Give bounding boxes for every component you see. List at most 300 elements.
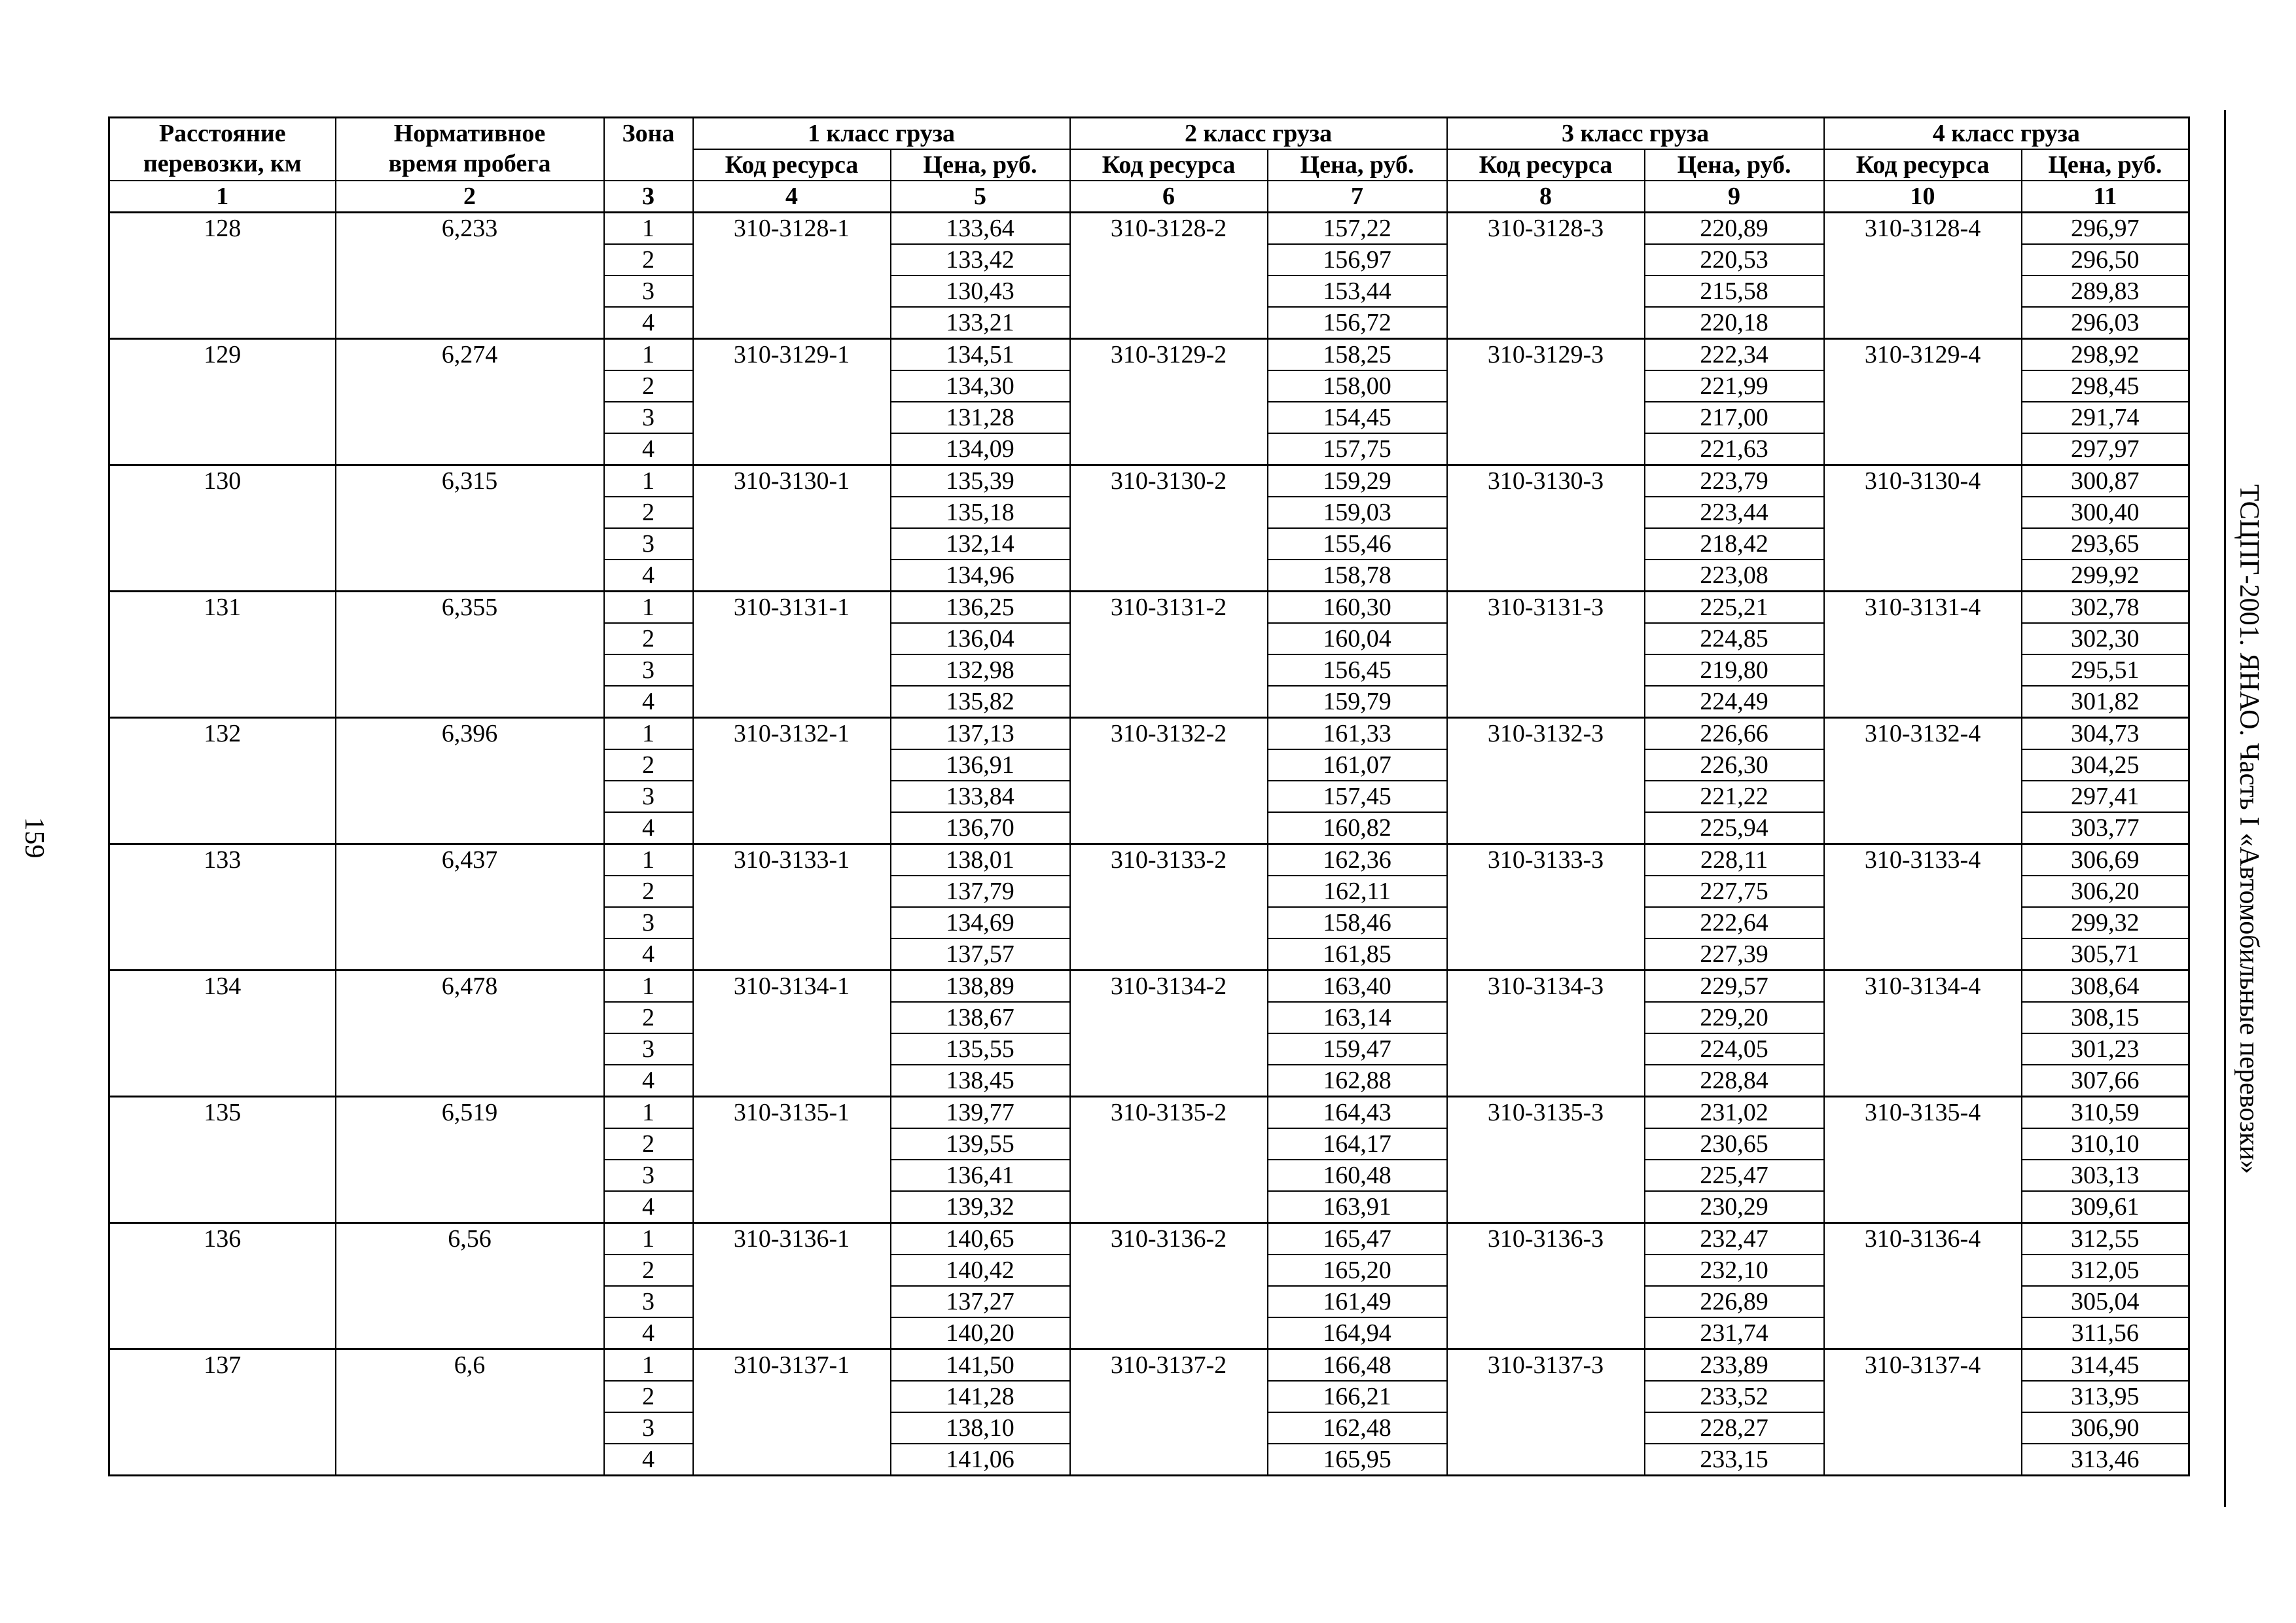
resource-code-cell: 310-3131-2 — [1070, 592, 1268, 718]
price-cell: 139,32 — [891, 1191, 1070, 1223]
price-cell: 310,10 — [2022, 1128, 2189, 1160]
norm-time-cell: 6,233 — [336, 213, 604, 339]
price-cell: 136,25 — [891, 592, 1070, 624]
price-cell: 165,47 — [1268, 1223, 1447, 1255]
resource-code-cell: 310-3130-3 — [1447, 465, 1645, 592]
table-row — [109, 465, 2189, 497]
price-cell: 137,27 — [891, 1286, 1070, 1317]
resource-code-cell: 310-3128-1 — [693, 213, 891, 339]
zone-cell: 1 — [604, 213, 693, 245]
zone-cell: 1 — [604, 844, 693, 876]
column-number: 7 — [1268, 181, 1447, 213]
resource-code-cell: 310-3135-1 — [693, 1097, 891, 1223]
resource-code-cell: 310-3136-3 — [1447, 1223, 1645, 1349]
price-cell: 163,14 — [1268, 1002, 1447, 1033]
price-cell: 228,84 — [1645, 1065, 1824, 1097]
price-cell: 295,51 — [2022, 654, 2189, 686]
price-cell: 162,36 — [1268, 844, 1447, 876]
table-row — [109, 592, 2189, 624]
price-cell: 135,55 — [891, 1033, 1070, 1065]
column-number: 10 — [1824, 181, 2022, 213]
price-cell: 139,77 — [891, 1097, 1070, 1129]
price-cell: 293,65 — [2022, 528, 2189, 560]
distance-cell: 132 — [109, 718, 336, 844]
resource-code-cell: 310-3136-2 — [1070, 1223, 1268, 1349]
resource-code-cell: 310-3132-1 — [693, 718, 891, 844]
price-cell: 138,01 — [891, 844, 1070, 876]
price-cell: 223,44 — [1645, 497, 1824, 528]
distance-cell: 135 — [109, 1097, 336, 1223]
price-cell: 224,85 — [1645, 623, 1824, 654]
distance-cell: 136 — [109, 1223, 336, 1349]
price-cell: 221,99 — [1645, 370, 1824, 402]
zone-cell: 2 — [604, 1255, 693, 1286]
resource-code-cell: 310-3134-3 — [1447, 971, 1645, 1097]
table-row — [109, 971, 2189, 1003]
price-cell: 304,73 — [2022, 718, 2189, 750]
price-cell: 158,00 — [1268, 370, 1447, 402]
price-cell: 296,97 — [2022, 213, 2189, 245]
price-cell: 160,48 — [1268, 1160, 1447, 1191]
price-cell: 313,95 — [2022, 1381, 2189, 1412]
zone-cell: 1 — [604, 465, 693, 497]
price-cell: 296,50 — [2022, 244, 2189, 276]
price-cell: 131,28 — [891, 402, 1070, 433]
price-cell: 141,28 — [891, 1381, 1070, 1412]
price-cell: 155,46 — [1268, 528, 1447, 560]
price-cell: 232,47 — [1645, 1223, 1824, 1255]
resource-code-cell: 310-3128-3 — [1447, 213, 1645, 339]
price-cell: 158,25 — [1268, 339, 1447, 371]
header-class-3: 3 класс груза — [1447, 118, 1824, 150]
zone-cell: 3 — [604, 1160, 693, 1191]
price-cell: 132,98 — [891, 654, 1070, 686]
price-cell: 226,30 — [1645, 749, 1824, 781]
price-cell: 135,82 — [891, 686, 1070, 718]
header-norm-time-label: Нормативное время пробега — [388, 120, 551, 177]
price-cell: 166,48 — [1268, 1349, 1447, 1382]
price-cell: 140,65 — [891, 1223, 1070, 1255]
header-zone: Зона — [604, 118, 693, 181]
zone-cell: 2 — [604, 749, 693, 781]
price-cell: 134,69 — [891, 907, 1070, 938]
price-cell: 220,18 — [1645, 307, 1824, 339]
header-code: Код ресурса — [693, 149, 891, 181]
price-cell: 310,59 — [2022, 1097, 2189, 1129]
zone-cell: 3 — [604, 907, 693, 938]
price-cell: 156,97 — [1268, 244, 1447, 276]
price-cell: 161,49 — [1268, 1286, 1447, 1317]
resource-code-cell: 310-3133-1 — [693, 844, 891, 971]
zone-cell: 2 — [604, 370, 693, 402]
column-number: 9 — [1645, 181, 1824, 213]
price-cell: 157,22 — [1268, 213, 1447, 245]
resource-code-cell: 310-3135-2 — [1070, 1097, 1268, 1223]
resource-code-cell: 310-3132-2 — [1070, 718, 1268, 844]
price-cell: 163,40 — [1268, 971, 1447, 1003]
resource-code-cell: 310-3134-1 — [693, 971, 891, 1097]
table-row — [109, 1223, 2189, 1255]
price-cell: 153,44 — [1268, 276, 1447, 307]
price-cell: 157,75 — [1268, 433, 1447, 465]
price-cell: 138,45 — [891, 1065, 1070, 1097]
price-cell: 136,91 — [891, 749, 1070, 781]
price-cell: 158,46 — [1268, 907, 1447, 938]
price-cell: 296,03 — [2022, 307, 2189, 339]
price-cell: 224,05 — [1645, 1033, 1824, 1065]
header-distance — [109, 118, 336, 181]
price-cell: 137,13 — [891, 718, 1070, 750]
price-cell: 138,10 — [891, 1412, 1070, 1444]
price-cell: 307,66 — [2022, 1065, 2189, 1097]
price-cell: 164,94 — [1268, 1317, 1447, 1349]
price-cell: 133,21 — [891, 307, 1070, 339]
price-cell: 160,82 — [1268, 812, 1447, 844]
norm-time-cell: 6,396 — [336, 718, 604, 844]
zone-cell: 2 — [604, 497, 693, 528]
price-cell: 309,61 — [2022, 1191, 2189, 1223]
price-cell: 141,06 — [891, 1444, 1070, 1476]
tariff-table — [108, 116, 2190, 1476]
price-cell: 217,00 — [1645, 402, 1824, 433]
price-cell: 302,78 — [2022, 592, 2189, 624]
norm-time-cell: 6,519 — [336, 1097, 604, 1223]
price-cell: 136,70 — [891, 812, 1070, 844]
price-cell: 227,39 — [1645, 938, 1824, 971]
header-code: Код ресурса — [1447, 149, 1645, 181]
resource-code-cell: 310-3128-4 — [1824, 213, 2022, 339]
norm-time-cell: 6,56 — [336, 1223, 604, 1349]
table-row — [109, 718, 2189, 750]
price-cell: 215,58 — [1645, 276, 1824, 307]
price-cell: 154,45 — [1268, 402, 1447, 433]
price-cell: 308,15 — [2022, 1002, 2189, 1033]
column-number: 11 — [2022, 181, 2189, 213]
zone-cell: 1 — [604, 1223, 693, 1255]
price-cell: 222,64 — [1645, 907, 1824, 938]
price-cell: 228,11 — [1645, 844, 1824, 876]
price-cell: 299,32 — [2022, 907, 2189, 938]
price-cell: 305,04 — [2022, 1286, 2189, 1317]
zone-cell: 1 — [604, 592, 693, 624]
zone-cell: 4 — [604, 1065, 693, 1097]
price-cell: 230,29 — [1645, 1191, 1824, 1223]
price-cell: 231,74 — [1645, 1317, 1824, 1349]
price-cell: 137,57 — [891, 938, 1070, 971]
price-cell: 222,34 — [1645, 339, 1824, 371]
resource-code-cell: 310-3137-2 — [1070, 1349, 1268, 1476]
zone-cell: 3 — [604, 1286, 693, 1317]
column-number: 5 — [891, 181, 1070, 213]
price-cell: 303,13 — [2022, 1160, 2189, 1191]
price-cell: 159,03 — [1268, 497, 1447, 528]
price-cell: 311,56 — [2022, 1317, 2189, 1349]
price-cell: 224,49 — [1645, 686, 1824, 718]
resource-code-cell: 310-3132-4 — [1824, 718, 2022, 844]
header-norm-time — [336, 118, 604, 181]
resource-code-cell: 310-3137-3 — [1447, 1349, 1645, 1476]
price-cell: 165,95 — [1268, 1444, 1447, 1476]
resource-code-cell: 310-3136-4 — [1824, 1223, 2022, 1349]
distance-cell: 137 — [109, 1349, 336, 1476]
price-cell: 220,89 — [1645, 213, 1824, 245]
zone-cell: 1 — [604, 971, 693, 1003]
price-cell: 312,05 — [2022, 1255, 2189, 1286]
price-cell: 303,77 — [2022, 812, 2189, 844]
table-body — [109, 213, 2189, 1476]
price-cell: 300,87 — [2022, 465, 2189, 497]
resource-code-cell: 310-3135-4 — [1824, 1097, 2022, 1223]
resource-code-cell: 310-3134-4 — [1824, 971, 2022, 1097]
distance-cell: 128 — [109, 213, 336, 339]
resource-code-cell: 310-3131-4 — [1824, 592, 2022, 718]
norm-time-cell: 6,274 — [336, 339, 604, 465]
price-cell: 166,21 — [1268, 1381, 1447, 1412]
distance-cell: 133 — [109, 844, 336, 971]
zone-cell: 4 — [604, 1444, 693, 1476]
price-cell: 135,39 — [891, 465, 1070, 497]
price-cell: 297,41 — [2022, 781, 2189, 812]
price-cell: 306,69 — [2022, 844, 2189, 876]
zone-cell: 2 — [604, 876, 693, 907]
price-cell: 133,84 — [891, 781, 1070, 812]
zone-cell: 4 — [604, 433, 693, 465]
price-cell: 229,20 — [1645, 1002, 1824, 1033]
zone-cell: 4 — [604, 812, 693, 844]
column-number: 4 — [693, 181, 891, 213]
price-cell: 223,08 — [1645, 560, 1824, 592]
price-cell: 308,64 — [2022, 971, 2189, 1003]
resource-code-cell: 310-3129-4 — [1824, 339, 2022, 465]
zone-cell: 2 — [604, 1128, 693, 1160]
table-header — [109, 118, 2189, 213]
header-distance-label: Расстояние перевозки, км — [143, 120, 302, 177]
resource-code-cell: 310-3131-1 — [693, 592, 891, 718]
table-row — [109, 339, 2189, 371]
column-number: 2 — [336, 181, 604, 213]
price-cell: 133,42 — [891, 244, 1070, 276]
resource-code-cell: 310-3130-2 — [1070, 465, 1268, 592]
price-cell: 313,46 — [2022, 1444, 2189, 1476]
zone-cell: 4 — [604, 686, 693, 718]
norm-time-cell: 6,355 — [336, 592, 604, 718]
price-cell: 221,22 — [1645, 781, 1824, 812]
norm-time-cell: 6,478 — [336, 971, 604, 1097]
margin-rule — [2224, 110, 2226, 1507]
zone-cell: 4 — [604, 1191, 693, 1223]
price-cell: 158,78 — [1268, 560, 1447, 592]
price-cell: 219,80 — [1645, 654, 1824, 686]
column-number: 6 — [1070, 181, 1268, 213]
price-cell: 218,42 — [1645, 528, 1824, 560]
price-cell: 141,50 — [891, 1349, 1070, 1382]
price-cell: 156,45 — [1268, 654, 1447, 686]
resource-code-cell: 310-3136-1 — [693, 1223, 891, 1349]
table-row — [109, 1097, 2189, 1129]
price-cell: 225,21 — [1645, 592, 1824, 624]
price-cell: 226,66 — [1645, 718, 1824, 750]
norm-time-cell: 6,315 — [336, 465, 604, 592]
price-cell: 297,97 — [2022, 433, 2189, 465]
price-cell: 138,67 — [891, 1002, 1070, 1033]
price-cell: 161,85 — [1268, 938, 1447, 971]
price-cell: 228,27 — [1645, 1412, 1824, 1444]
price-cell: 137,79 — [891, 876, 1070, 907]
price-cell: 225,47 — [1645, 1160, 1824, 1191]
zone-cell: 2 — [604, 623, 693, 654]
column-number: 1 — [109, 181, 336, 213]
distance-cell: 130 — [109, 465, 336, 592]
zone-cell: 3 — [604, 402, 693, 433]
zone-cell: 4 — [604, 560, 693, 592]
zone-cell: 3 — [604, 1412, 693, 1444]
header-class-4: 4 класс груза — [1824, 118, 2189, 150]
price-cell: 138,89 — [891, 971, 1070, 1003]
header-price: Цена, руб. — [891, 149, 1070, 181]
price-cell: 225,94 — [1645, 812, 1824, 844]
table-row — [109, 1349, 2189, 1382]
price-cell: 161,33 — [1268, 718, 1447, 750]
distance-cell: 134 — [109, 971, 336, 1097]
zone-cell: 3 — [604, 1033, 693, 1065]
resource-code-cell: 310-3135-3 — [1447, 1097, 1645, 1223]
price-cell: 140,42 — [891, 1255, 1070, 1286]
price-cell: 221,63 — [1645, 433, 1824, 465]
price-cell: 159,29 — [1268, 465, 1447, 497]
header-code: Код ресурса — [1070, 149, 1268, 181]
price-cell: 165,20 — [1268, 1255, 1447, 1286]
price-cell: 132,14 — [891, 528, 1070, 560]
header-code: Код ресурса — [1824, 149, 2022, 181]
price-cell: 134,96 — [891, 560, 1070, 592]
resource-code-cell: 310-3131-3 — [1447, 592, 1645, 718]
price-cell: 140,20 — [891, 1317, 1070, 1349]
header-class-1: 1 класс груза — [693, 118, 1070, 150]
header-class-2: 2 класс груза — [1070, 118, 1447, 150]
zone-cell: 1 — [604, 339, 693, 371]
zone-cell: 4 — [604, 1317, 693, 1349]
price-cell: 162,48 — [1268, 1412, 1447, 1444]
zone-cell: 1 — [604, 718, 693, 750]
resource-code-cell: 310-3137-4 — [1824, 1349, 2022, 1476]
resource-code-cell: 310-3134-2 — [1070, 971, 1268, 1097]
zone-cell: 4 — [604, 938, 693, 971]
price-cell: 159,47 — [1268, 1033, 1447, 1065]
price-cell: 289,83 — [2022, 276, 2189, 307]
distance-cell: 129 — [109, 339, 336, 465]
price-cell: 298,92 — [2022, 339, 2189, 371]
price-cell: 130,43 — [891, 276, 1070, 307]
price-cell: 291,74 — [2022, 402, 2189, 433]
price-cell: 299,92 — [2022, 560, 2189, 592]
price-cell: 135,18 — [891, 497, 1070, 528]
resource-code-cell: 310-3133-3 — [1447, 844, 1645, 971]
zone-cell: 3 — [604, 654, 693, 686]
price-cell: 306,20 — [2022, 876, 2189, 907]
price-cell: 156,72 — [1268, 307, 1447, 339]
zone-cell: 2 — [604, 1381, 693, 1412]
distance-cell: 131 — [109, 592, 336, 718]
price-cell: 162,88 — [1268, 1065, 1447, 1097]
price-cell: 306,90 — [2022, 1412, 2189, 1444]
resource-code-cell: 310-3129-1 — [693, 339, 891, 465]
price-cell: 233,89 — [1645, 1349, 1824, 1382]
price-cell: 159,79 — [1268, 686, 1447, 718]
zone-cell: 1 — [604, 1349, 693, 1382]
header-price: Цена, руб. — [2022, 149, 2189, 181]
resource-code-cell: 310-3130-4 — [1824, 465, 2022, 592]
side-caption: ТСЦПГ-2001. ЯНАО. Часть I «Автомобильные перевозки» — [2234, 484, 2264, 1174]
price-cell: 164,43 — [1268, 1097, 1447, 1129]
column-number: 8 — [1447, 181, 1645, 213]
price-cell: 160,04 — [1268, 623, 1447, 654]
zone-cell: 1 — [604, 1097, 693, 1129]
price-cell: 312,55 — [2022, 1223, 2189, 1255]
price-cell: 136,41 — [891, 1160, 1070, 1191]
price-cell: 231,02 — [1645, 1097, 1824, 1129]
price-cell: 163,91 — [1268, 1191, 1447, 1223]
column-number: 3 — [604, 181, 693, 213]
price-cell: 164,17 — [1268, 1128, 1447, 1160]
norm-time-cell: 6,437 — [336, 844, 604, 971]
price-cell: 134,51 — [891, 339, 1070, 371]
price-cell: 301,82 — [2022, 686, 2189, 718]
zone-cell: 2 — [604, 244, 693, 276]
price-cell: 134,30 — [891, 370, 1070, 402]
price-cell: 157,45 — [1268, 781, 1447, 812]
price-cell: 161,07 — [1268, 749, 1447, 781]
price-cell: 298,45 — [2022, 370, 2189, 402]
resource-code-cell: 310-3128-2 — [1070, 213, 1268, 339]
header-price: Цена, руб. — [1268, 149, 1447, 181]
zone-cell: 3 — [604, 276, 693, 307]
resource-code-cell: 310-3130-1 — [693, 465, 891, 592]
price-cell: 230,65 — [1645, 1128, 1824, 1160]
resource-code-cell: 310-3133-2 — [1070, 844, 1268, 971]
price-cell: 233,52 — [1645, 1381, 1824, 1412]
resource-code-cell: 310-3133-4 — [1824, 844, 2022, 971]
zone-cell: 3 — [604, 781, 693, 812]
price-cell: 223,79 — [1645, 465, 1824, 497]
price-cell: 160,30 — [1268, 592, 1447, 624]
price-cell: 300,40 — [2022, 497, 2189, 528]
page-number: 159 — [19, 817, 49, 859]
price-cell: 301,23 — [2022, 1033, 2189, 1065]
resource-code-cell: 310-3137-1 — [693, 1349, 891, 1476]
zone-cell: 2 — [604, 1002, 693, 1033]
table-row — [109, 213, 2189, 245]
price-cell: 226,89 — [1645, 1286, 1824, 1317]
zone-cell: 4 — [604, 307, 693, 339]
price-cell: 134,09 — [891, 433, 1070, 465]
price-cell: 133,64 — [891, 213, 1070, 245]
price-cell: 302,30 — [2022, 623, 2189, 654]
resource-code-cell: 310-3132-3 — [1447, 718, 1645, 844]
price-cell: 314,45 — [2022, 1349, 2189, 1382]
resource-code-cell: 310-3129-3 — [1447, 339, 1645, 465]
header-price: Цена, руб. — [1645, 149, 1824, 181]
price-cell: 304,25 — [2022, 749, 2189, 781]
price-cell: 139,55 — [891, 1128, 1070, 1160]
price-cell: 220,53 — [1645, 244, 1824, 276]
price-cell: 227,75 — [1645, 876, 1824, 907]
zone-cell: 3 — [604, 528, 693, 560]
price-cell: 305,71 — [2022, 938, 2189, 971]
resource-code-cell: 310-3129-2 — [1070, 339, 1268, 465]
norm-time-cell: 6,6 — [336, 1349, 604, 1476]
price-cell: 229,57 — [1645, 971, 1824, 1003]
price-cell: 162,11 — [1268, 876, 1447, 907]
